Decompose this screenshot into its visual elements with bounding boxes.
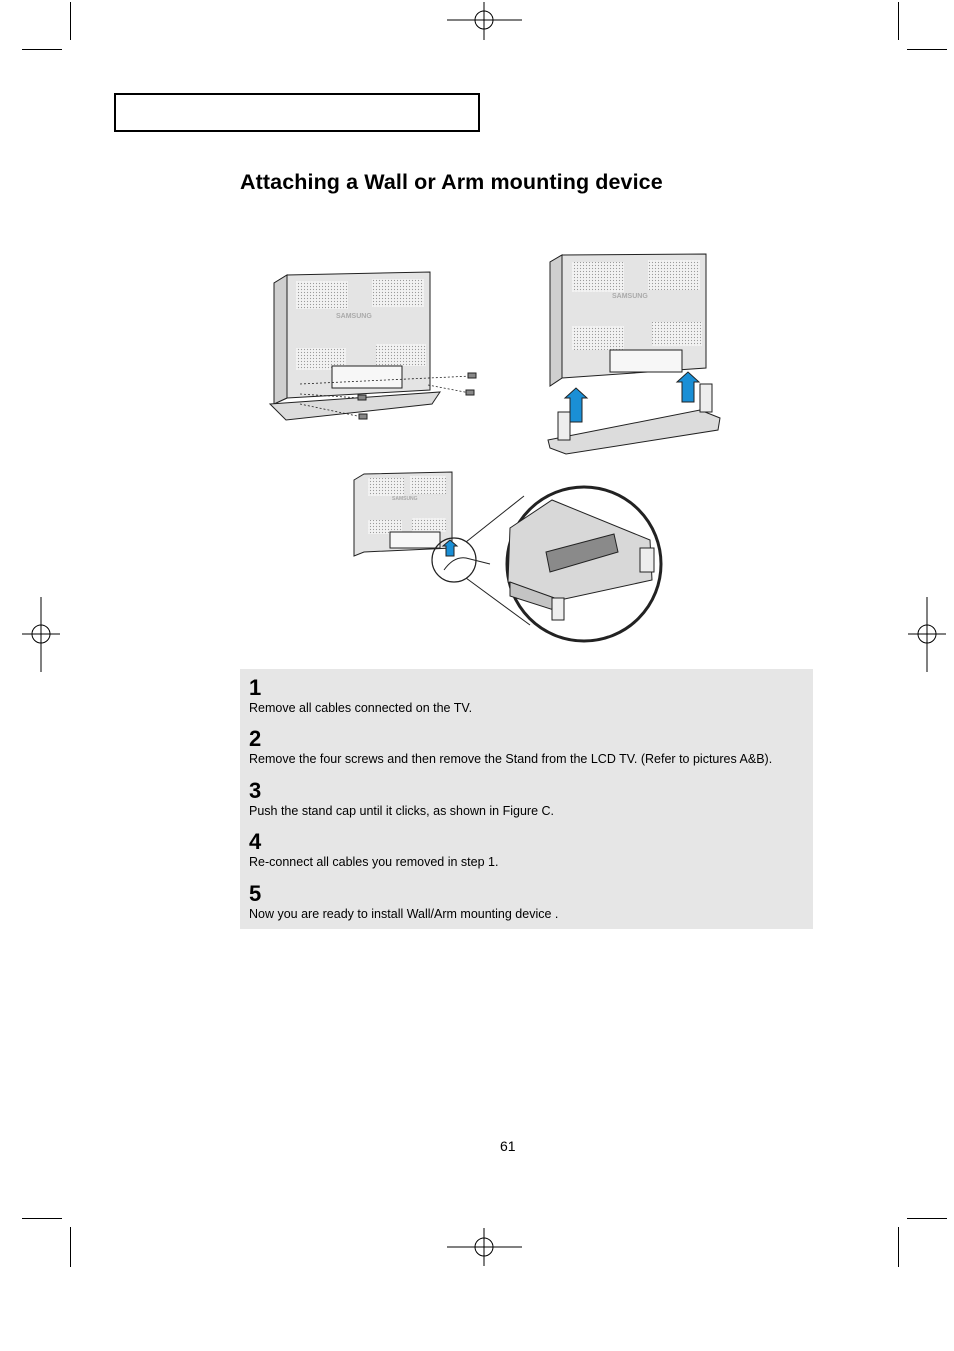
screw-4: [359, 414, 367, 419]
steps-panel: [240, 669, 813, 929]
figure-b-tv-lifted: [548, 254, 720, 454]
step-2: [249, 728, 772, 767]
page-title: Attaching a Wall or Arm mounting device: [240, 170, 663, 194]
step-text: Re-connect all cables you removed in step 1.: [249, 855, 499, 869]
step-4: [249, 831, 498, 870]
step-number: 2: [249, 726, 262, 751]
screw-2: [466, 390, 474, 395]
step-text: Now you are ready to install Wall/Arm mounting device .: [249, 907, 559, 921]
step-text: Remove the four screws and then remove the Stand from the LCD TV. (Refer to pictures A&B).: [249, 752, 773, 766]
step-5: [249, 883, 558, 922]
figure-a-tv-with-screws: [270, 272, 476, 420]
screw-3: [358, 395, 366, 400]
step-number: 4: [249, 829, 262, 854]
step-1: [249, 677, 472, 716]
step-3: [249, 780, 554, 819]
brand-logo-c: SAMSUNG: [392, 496, 418, 502]
brand-logo-a: SAMSUNG: [336, 313, 372, 320]
step-text: Remove all cables connected on the TV.: [249, 701, 473, 715]
figure-c-stand-cap: [354, 472, 661, 641]
step-number: 5: [249, 881, 262, 906]
mounting-illustrations: [0, 0, 954, 660]
page-number: 61: [500, 1138, 516, 1154]
step-text: Push the stand cap until it clicks, as shown in Figure C.: [249, 804, 555, 818]
screw-1: [468, 373, 476, 378]
lift-arrow-right: [677, 372, 699, 402]
step-number: 1: [249, 675, 262, 700]
step-number: 3: [249, 778, 262, 803]
brand-logo-b: SAMSUNG: [612, 293, 648, 300]
